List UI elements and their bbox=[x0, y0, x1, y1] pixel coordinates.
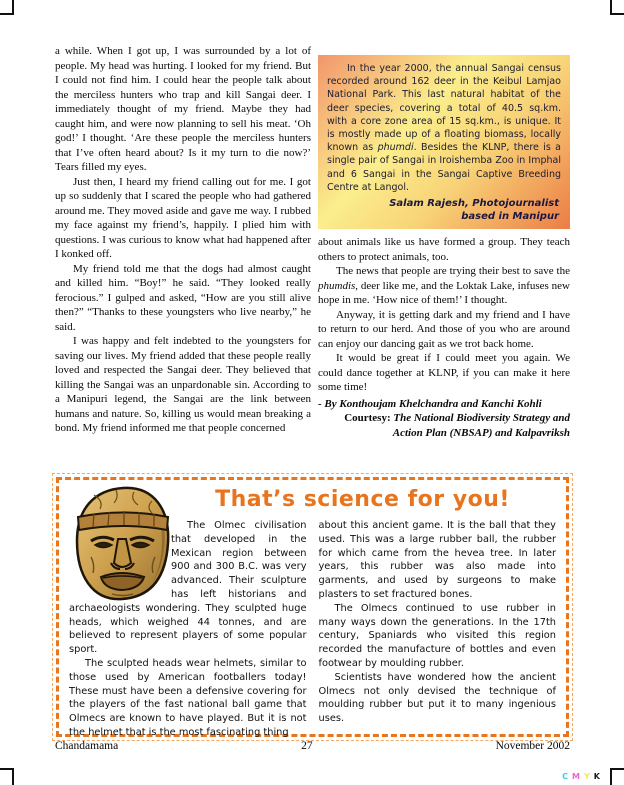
census-box-signature bbox=[327, 197, 559, 223]
census-box-text bbox=[327, 62, 561, 194]
story-paragraph: a while. When I got up, I was surrounded by a lot of people. My head was hurting. I looked for my friend. But I could not find him. I could hear the people talk about the merciless hunters who trap and kill Sangai deer. I immediately thought of my friend. Maybe they had caught him, and were now planning to sell his meat. ‘Oh god!’ I thought. ‘Are these people the merciless hunters that I’ve often heard about? Is it my turn to die now?’ Tears filled my eyes. bbox=[55, 45, 311, 173]
italic-word-phumdi: phumdi bbox=[377, 142, 414, 154]
science-paragraph: Scientists have wondered how the ancient Olmecs not only devised the technique of moulding rubber but put it to many ingenious uses. bbox=[318, 671, 556, 725]
text-segment: . Besides the KLNP, there is a single pair of Sangai in Iroishemba Zoo in Imphal and 6 Sangai in the Sangai Captive Breeding Centre at Langol. bbox=[327, 142, 561, 193]
footer-issue-date: November 2002 bbox=[495, 740, 570, 752]
italic-word-phumdis: phumdis bbox=[318, 279, 356, 292]
story-paragraph: Anyway, it is getting dark and my friend and I have to return to our herd. And those of you who are around can enjoy our dancing gait as we trot back home. bbox=[318, 308, 570, 350]
science-paragraph: The Olmec civilisation that developed in the Mexican region between 900 and 300 B.C. was very advanced. Their sculpture has left historians and archaeologists wondering. They sculpted huge heads, which weighed 44 tonnes, and are believed to represent players of some popular sport. bbox=[69, 520, 307, 656]
text-segment: In the year 2000, the annual Sangai census recorded around 162 deer in the Keibul Lamjao National Park. This last natural habitat of the deer species, covering a total of 40.5 sq.km. with a core zone area of 15 sq.km., is unique. It is mostly made up of a floating biomass, locally known as bbox=[327, 63, 561, 154]
cmyk-print-marks bbox=[558, 772, 600, 781]
story-left-column bbox=[55, 44, 311, 436]
crop-mark-bottom-left bbox=[0, 768, 14, 785]
footer-page-number: 27 bbox=[301, 740, 313, 752]
courtesy-label: Courtesy: bbox=[344, 412, 394, 425]
text-segment: , deer like me, and the Loktak Lake, infuses new hope in me. ‘How nice of them!’ I thought. bbox=[318, 279, 570, 307]
cmyk-letter-k: K bbox=[593, 772, 600, 781]
story-paragraph: about animals like us have formed a group. They teach others to protect animals, too. bbox=[318, 236, 570, 263]
signature-line: Salam Rajesh, Photojournalist bbox=[389, 198, 559, 210]
story-paragraph: Just then, I heard my friend calling out for me. I got up so suddenly that I scared the people who had gathered around me. They moved aside and gave me way. I rubbed my face against my friend’s, happily. I plied him with questions. I was curious to know what had happened after I konked off. bbox=[55, 175, 311, 260]
courtesy-line bbox=[318, 411, 570, 440]
crop-mark-top-left bbox=[0, 0, 14, 15]
science-box-title: That’s science for you! bbox=[215, 487, 510, 512]
story-paragraph: My friend told me that the dogs had almost caught and killed him. “Boy!” he said. “They looked really ferocious.” I gulped and asked, “How are you still alive then?” “Thanks to these youngsters who live nearby,” he said. bbox=[55, 262, 311, 333]
cmyk-letter-c: C bbox=[562, 772, 569, 781]
crop-mark-top-right bbox=[610, 0, 624, 15]
science-right-column bbox=[319, 519, 557, 740]
olmec-head-illustration bbox=[64, 483, 182, 605]
cmyk-letter-y: Y bbox=[584, 772, 590, 781]
science-paragraph: about this ancient game. It is the ball that they used. This was a large rubber ball, the rubber for which came from the hevea tree. In later years, this rubber was also made into garments, and used by surgeons to make plasters to set fractured bones. bbox=[318, 520, 556, 600]
cmyk-letter-m: M bbox=[572, 772, 580, 781]
sangai-census-box bbox=[318, 55, 570, 229]
page-footer bbox=[55, 740, 570, 752]
story-credits bbox=[318, 397, 570, 441]
story-paragraph: It would be great if I could meet you again. We could dance together at KLNP, if you can make it here some time! bbox=[318, 352, 570, 394]
byline: - By Konthoujam Khelchandra and Kanchi Kohli bbox=[318, 397, 542, 410]
science-paragraph: The Olmecs continued to use rubber in many ways down the generations. In the 17th century, Spaniards who visited this region recorded the manufacture of bottles and even footwear by moulding rubber. bbox=[318, 602, 556, 669]
story-paragraph bbox=[318, 264, 570, 308]
text-segment: The news that people are trying their best to save the bbox=[336, 265, 570, 278]
science-feature-box bbox=[56, 477, 569, 737]
signature-line: based in Manipur bbox=[461, 211, 559, 223]
science-paragraph: The sculpted heads wear helmets, similar to those used by American footballers today! These must have been a defensive covering for the players of the fast national ball game that Olmecs are known to have played. But it is not the helmet that is the most fascinating thing bbox=[69, 657, 307, 738]
story-paragraph: I was happy and felt indebted to the youngsters for saving our lives. My friend added that these people really loved and respected the Sangai deer. They believed that killing the Sangai was an unpardonable sin. According to a Manipuri legend, the Sangai are the link between humans and nature. So, killing us would mean breaking a bond. My friend informed me that people concerned bbox=[55, 335, 311, 434]
story-right-column bbox=[318, 44, 570, 440]
footer-magazine-name: Chandamama bbox=[55, 740, 119, 752]
crop-mark-bottom-right bbox=[610, 768, 624, 785]
courtesy-text: The National Biodiversity Strategy and Action Plan (NBSAP) and Kalpavriksh bbox=[392, 412, 570, 439]
